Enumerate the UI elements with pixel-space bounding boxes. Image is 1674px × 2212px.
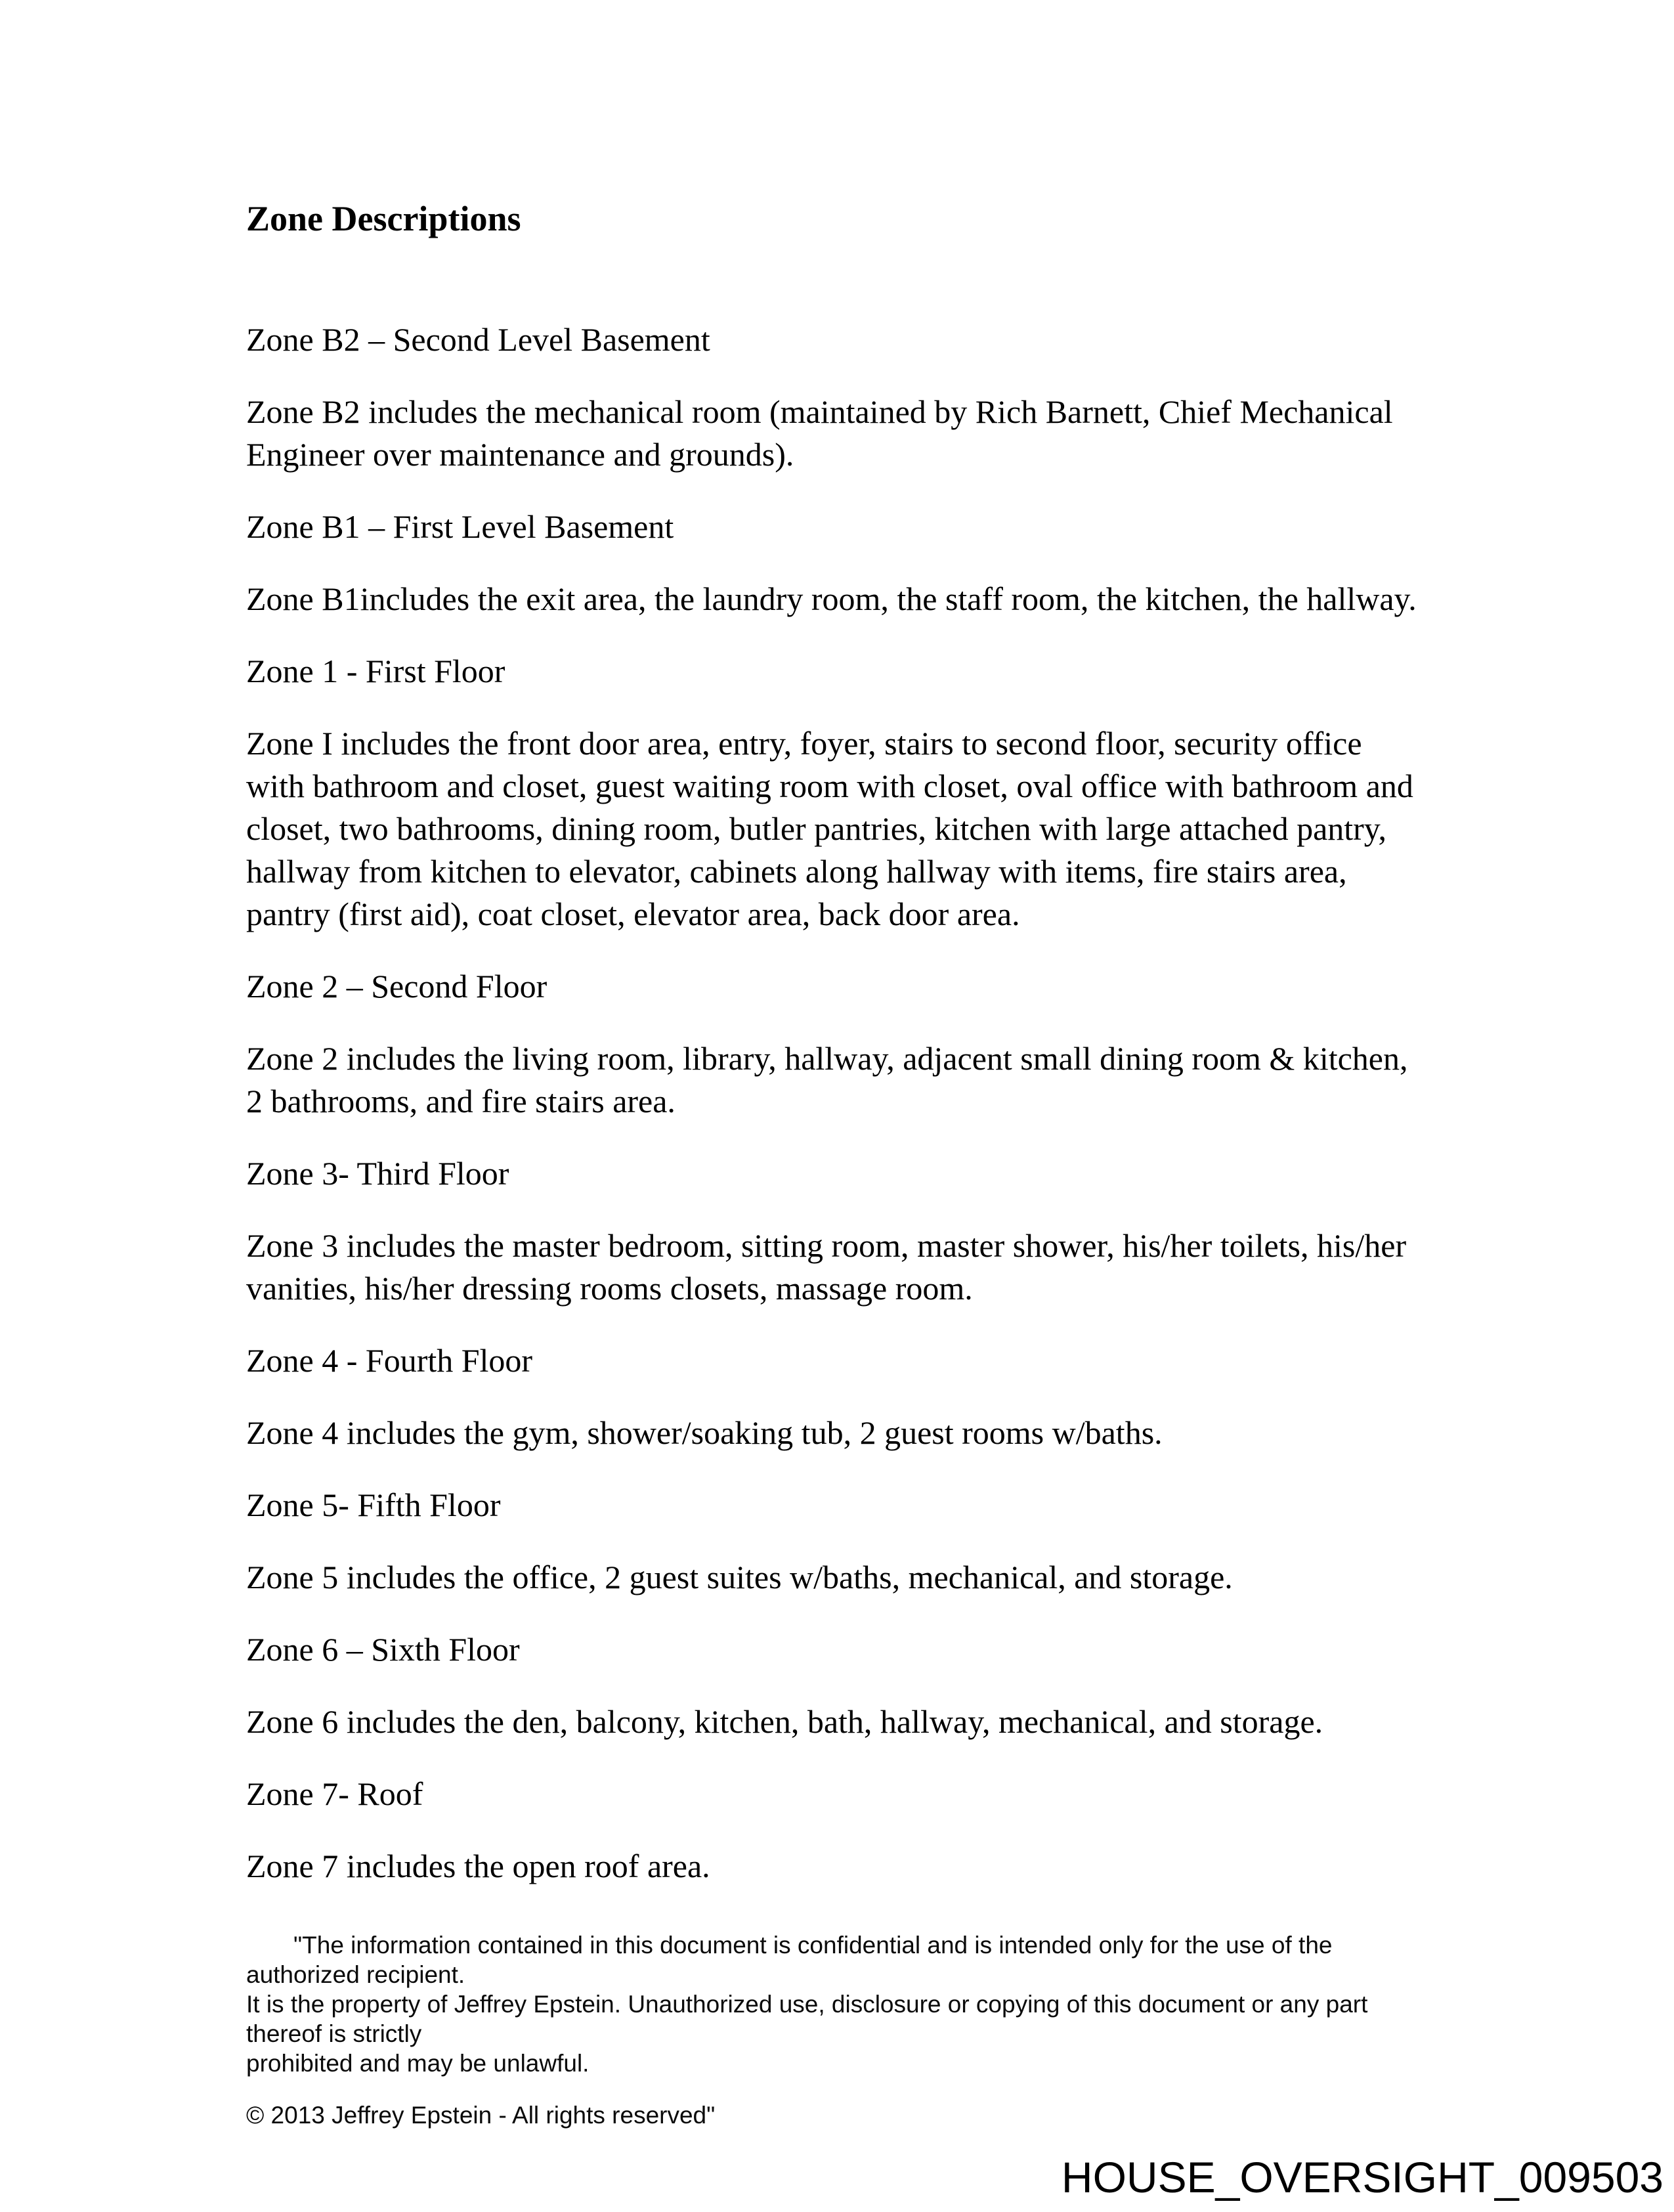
zone-heading: Zone 3- Third Floor (246, 1155, 509, 1192)
document-content (246, 197, 1428, 2130)
zone-description: Zone 4 includes the gym, shower/soaking tub, 2 guest rooms w/baths. (246, 1414, 1163, 1451)
zone-description: Zone 7 includes the open roof area. (246, 1848, 710, 1884)
zone-description: Zone 3 includes the master bedroom, sitting room, master shower, his/her toilets, his/her vanities, his/her dressing rooms closets, massage room. (246, 1227, 1407, 1307)
zone-heading: Zone 6 – Sixth Floor (246, 1631, 520, 1668)
zone-description: Zone B1includes the exit area, the laundry room, the staff room, the kitchen, the hallway. (246, 580, 1417, 617)
zone-description: Zone 6 includes the den, balcony, kitchen, bath, hallway, mechanical, and storage. (246, 1703, 1323, 1740)
zone-heading: Zone 1 - First Floor (246, 653, 505, 689)
zone-heading: Zone 7- Roof (246, 1775, 423, 1812)
zone-heading: Zone 2 – Second Floor (246, 968, 547, 1005)
confidentiality-notice (246, 1930, 1428, 2078)
confidentiality-line: It is the property of Jeffrey Epstein. Unauthorized use, disclosure or copying of this document or any part thereof is strictly (246, 1991, 1368, 2047)
zone-heading: Zone B2 – Second Level Basement (246, 321, 710, 358)
zone-description: Zone B2 includes the mechanical room (maintained by Rich Barnett, Chief Mechanical Engineer over maintenance and grounds). (246, 393, 1393, 473)
zone-heading: Zone 5- Fifth Floor (246, 1486, 501, 1523)
zone-description: Zone 5 includes the office, 2 guest suites w/baths, mechanical, and storage. (246, 1559, 1233, 1595)
confidentiality-line: prohibited and may be unlawful. (246, 2050, 590, 2077)
confidentiality-line: "The information contained in this document is confidential and is intended only for the use of the authorized recipient. (246, 1932, 1333, 1988)
zone-description: Zone 2 includes the living room, library, hallway, adjacent small dining room & kitchen, 2 bathrooms, and fire stairs area. (246, 1040, 1408, 1119)
page-title: Zone Descriptions (246, 199, 521, 238)
zone-description: Zone I includes the front door area, entry, foyer, stairs to second floor, security office with bathroom and closet, guest waiting room with closet, oval office with bathroom and closet, two bathrooms, dining room, butler pantries, kitchen with large attached pantry, hallway from kitchen to elevator, cabinets along hallway with items, fire stairs area, pantry (first aid), coat closet, elevator area, back door area. (246, 725, 1413, 932)
zone-heading: Zone B1 – First Level Basement (246, 508, 674, 545)
zone-heading: Zone 4 - Fourth Floor (246, 1342, 533, 1379)
copyright-line: © 2013 Jeffrey Epstein - All rights reserved" (246, 2102, 716, 2129)
bates-number: HOUSE_OVERSIGHT_009503 (1061, 2153, 1663, 2201)
